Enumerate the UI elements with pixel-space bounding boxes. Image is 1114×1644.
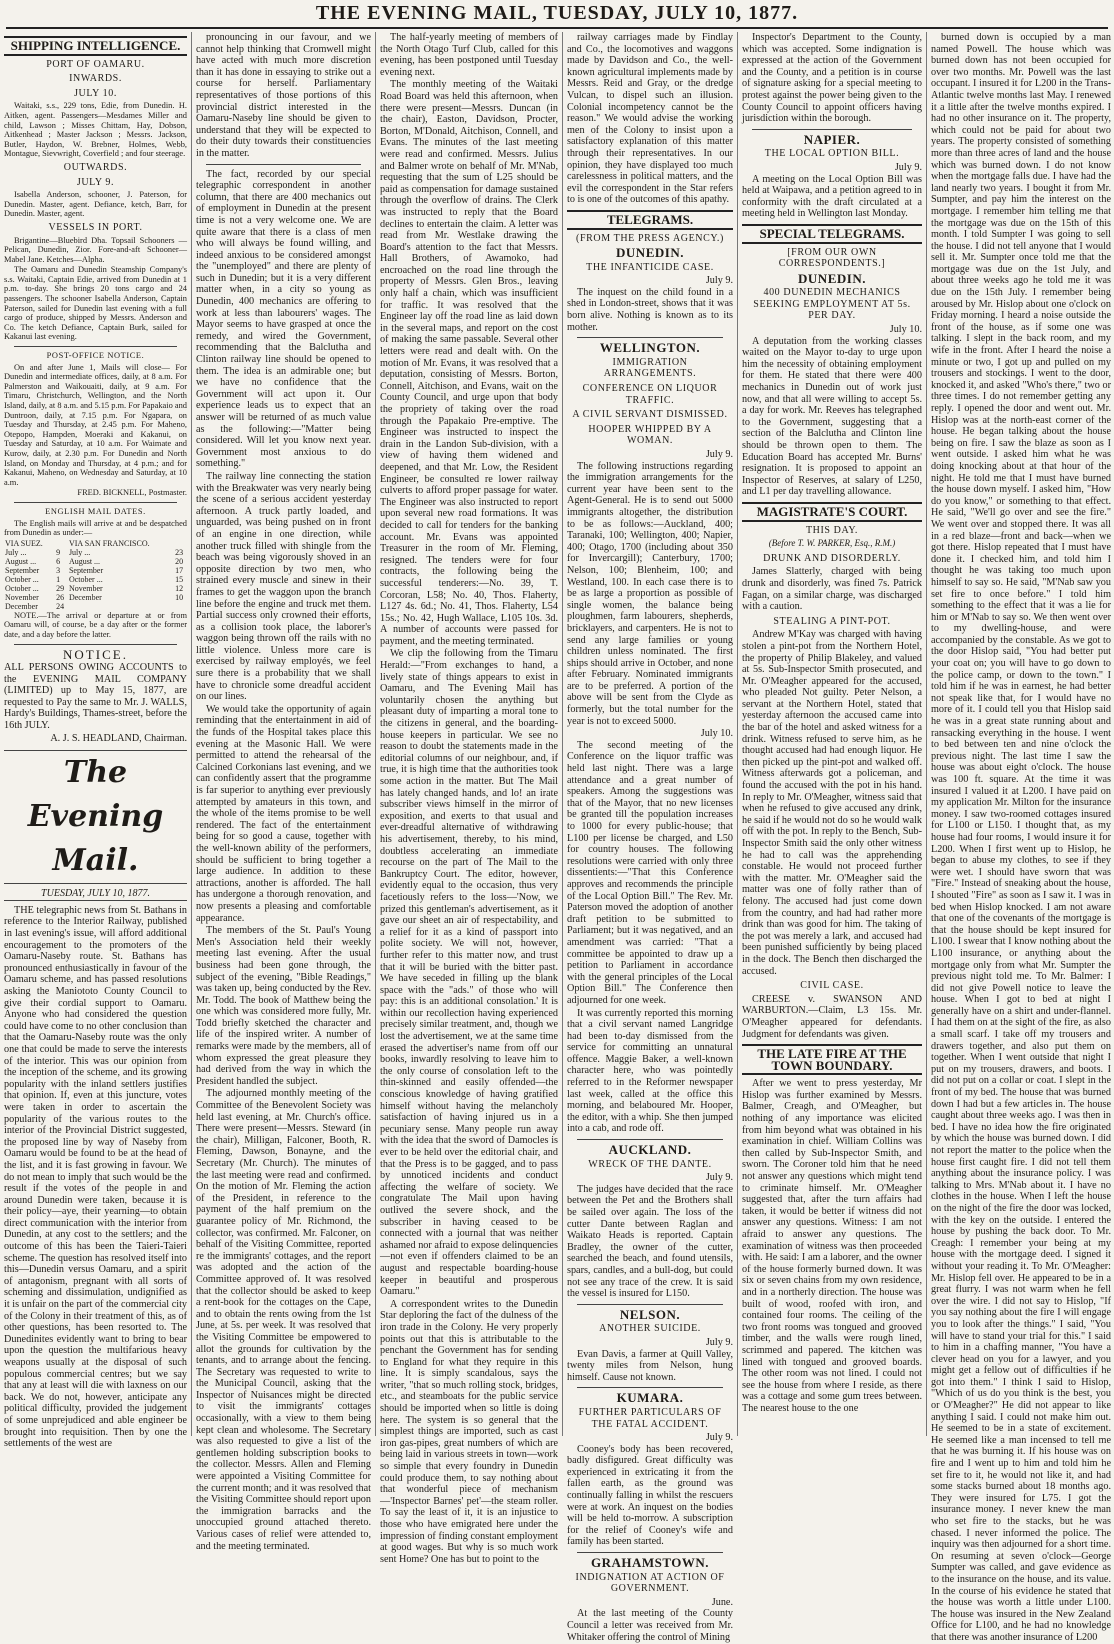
table-row bbox=[4, 584, 187, 593]
subheading: CIVIL CASE. bbox=[800, 980, 864, 992]
article-paragraph: Cooney's body has been recovered, badly disfigured. Great difficulty was experienced in extricating it from the fallen earth, as the ground was continually falling in whilst the rescuers were at work. An inquest on the bodies will be held to-morrow. A subscription for the relief of Cooney's wife and family has been started. bbox=[567, 1443, 733, 1548]
auckland-heading: AUCKLAND. bbox=[608, 1142, 692, 1158]
subheading: THE LOCAL OPTION BILL. bbox=[764, 148, 900, 160]
magistrates-court-heading: MAGISTRATE'S COURT. bbox=[742, 502, 922, 522]
dateline: June. bbox=[711, 1596, 733, 1608]
dateline: July 9. bbox=[705, 1432, 733, 1444]
article-paragraph: Inspector's Department to the County, which was accepted. Some indignation is expressed at the action of the Government and the County, and a petition is in course of signature asking for a special meeting to protest against the power being given to the County Council to appoint officers having jurisdiction within the borough. bbox=[742, 32, 922, 125]
article-paragraph: CREESE v. SWANSON AND WARBURTON.—Claim, L3 15s. Mr. O'Meagher appeared for defendants. Judgment for defendants was given. bbox=[742, 993, 922, 1040]
special-telegrams-heading: SPECIAL TELEGRAMS. bbox=[742, 224, 922, 244]
article-paragraph: The members of the St. Paul's Young Men's Association held their weekly meeting last evening. After the usual business had been gone through, the subject of the evening, "Bible Readings," was taken up, being conducted by the Rev. Mr. Todd. The book of Matthew being the one which was considered more fully, Mr. Todd briefly sketched the character and life of the inspired writer. A number of remarks were made by the members, all of whom expressed the great pleasure they had derived from the way in which the President handled the subject. bbox=[196, 925, 371, 1087]
article-paragraph: We would take the opportunity of again reminding that the entertainment in aid of the funds of the Hospital takes place this evening at the Masonic Hall. We were permitted to attend the rehearsal of the Calcined Corkonians last evening, and we can confidently assert that the programme is far superior to anything ever previously attempted by amateurs in this town, and the whole of the items promise to be well rendered. The fact of the entertainment being for so good a cause, together with the well-known ability of the performers, should be sufficient to bring together a large audience. In addition to these attractions, another is afforded. The hall has undergone a thorough renovation, and now presents a pleasing and comfortable appearance. bbox=[196, 703, 371, 924]
vessels-heading: VESSELS IN PORT. bbox=[48, 221, 143, 233]
column-rule bbox=[737, 32, 738, 1436]
divider bbox=[14, 502, 177, 503]
article-paragraph: The railway line connecting the station with the Breakwater was very nearly being the scene of a serious accident yesterday afternoon. A truck partly loaded, and unguarded, was being pushed on in front of an engine in one direction, while another truck filled with shingle from the beach was being vigorously shoved in an opposite direction by two men, who strained every muscle and sinew in their frames to get the waggon upon the branch line before the engine and truck met them. Partial success only crowned their efforts, as a collision took place, the laborer's waggon being thrown off the rails with no little violence. Unless more care is exercised by railway employés, we feel sure there is a probability that we shall have to chronicle some dreadful accident on our lines. bbox=[196, 470, 371, 703]
table-cell: November bbox=[68, 583, 103, 593]
mail-dates-header bbox=[4, 539, 187, 548]
column-rule bbox=[562, 32, 563, 1436]
subheading: CONFERENCE ON LIQUOR TRAFFIC. bbox=[582, 383, 718, 406]
outwards-date: JULY 9. bbox=[76, 176, 115, 188]
table-row bbox=[4, 566, 187, 575]
table-cell: 3 bbox=[56, 565, 61, 575]
table-cell: August ... bbox=[5, 556, 37, 566]
article-paragraph: A correspondent writes to the Dunedin Star deploring the fact of the dulness of the iron trade in the Colony. He very properly points out that this is attributable to the penchant the Government has for sending to England for what they require in this line. It is simply scandalous, says the writer, "that so much rolling stock, bridges, etc., and steamboats for the public service should be imported when so little is doing here. The system is so general that the simplest things are imported, such as cast iron gas-pipes, great numbers of which are being laid in various streets in town—work so simple that every foundry in Dunedin could produce them, to say nothing about that wonderful piece of mechanism—'Inspector Barnes' pet'—the steam roller. To say the least of it, it is an injustice to those who have emigrated here under the impression of finding constant employment at good wages. But why is so much work sent Home? One has but to point to the bbox=[380, 1298, 558, 1565]
table-cell: October ... bbox=[5, 583, 39, 593]
table-header-cell bbox=[174, 539, 187, 548]
subheading: FURTHER PARTICULARS OF THE FATAL ACCIDENT. bbox=[578, 1406, 722, 1430]
masthead-rule bbox=[6, 27, 1108, 29]
dateline: July 10. bbox=[700, 728, 733, 740]
masthead: THE EVENING MAIL, TUESDAY, JULY 10, 1877. bbox=[315, 2, 799, 24]
subheading: IMMIGRATION ARRANGEMENTS. bbox=[603, 356, 697, 380]
inwards-date: JULY 10. bbox=[74, 87, 117, 99]
table-row bbox=[4, 602, 187, 611]
table-cell: August ... bbox=[68, 556, 101, 566]
column-3 bbox=[380, 32, 558, 1565]
notice-heading: NOTICE. bbox=[63, 646, 128, 662]
column-2 bbox=[196, 32, 371, 1552]
dateline: July 9. bbox=[705, 275, 733, 287]
article-paragraph: burned down is occupied by a man named Powell. The house which was burned down has not been occupied for over two months. Mr. Powell was the last occupant. I insured it for L200 in the Trans-Atlantic twelve months last May. I renewed it a little after the twelve months expired. I had no other insurance on it. The property, which could not be paid for about two years. The property consisted of something more than three acres of land and the house which was burned down. I do not know when the mortgage falls due. I have had the land nearly two years. I bought it from Mr. Sumpter, and pay him the interest on the mortgage. I remember him telling me that the mortgage was due on the 15th of this month. I told Sumpter I was going to sell the house. I did not tell anyone that I would sell it. Mr. Sumpter once told me that the mortgage was due on the 1st July, and about three weeks ago he told me it was due on the 15th July. I remember being aroused by Mr. Hislop about one o'clock on Friday morning. I heard a noise outside the front of the house, as if some one was talking. I slept in the back room, and my wife in the front. After I heard the noise a minute or two, I got up and pulled on my trousers and stockings. I went to the door, knocked it, and asked "Who's there," two or three times. I do not remember getting any reply. I opened the door and went out. Mr. Hislop was at the north-east corner of the house. He began talking about the house being on fire. I saw the blaze as soon as I went outside. I asked him what he was doing knocking about at that hour of the night. He told me that I must have burned the house down myself. I asked him, "How do you know," or something to that effect. He said, "We'll go over and see the fire." We went over and stopped there. It was all in a red blaze—front and back—when we got there. Hislop repeated that I must have done it. I checked him, and told him I thought he was taking too much upon himself to say so. He said, "M'Nab saw you set fire to once before." I told him something to the effect that it was a lie for him or M'Nab to say so. We then went over to my dwelling-house, and were accompanied by the constable. As we got to the door Hislop said, "You had better put your coat on; you will have to go down to the police camp, or down to the town." I told him if he was in earnest, he had better not speak like that, for I would have no more of it. I could tell you that Hislop said he was in a great state running about and ransacking everything in the house. I went to bed between ten and nine o'clock the previous night. The last time I saw the house was about eight o'clock. The house was 100 ft. square. At the time it was insured I valued it at L200. I have paid on my application Mr. Milton for the insurance money. I saw two-roomed cottages insured for L100 or L150. I thought that, as my house had four rooms, I would insure it for L200. When I first went up to Hislop, he began to abuse my clothes, to see if they were wet. I should have sworn that was "Fire." Instead of sneaking about the house, I shouted "Fire" as soon as I saw it. I was in bed when Hislop knocked. I am not aware that one of the covenants of the mortgage is that the house should be kept insured for L100. I swear that I know nothing about the L100 insurance, or anything about the mortgage only from what Mr. Sumpter the previous night told me. To Mr. Balmer: I did not give Powell notice to leave the house. When I got to bed at night I generally have on a shirt and under-flannel. I had them on at the sight of the fire, as also a small scarf. I take off my trousers and drawers together, and also put them on together. When I went outside that night I put on my trousers, drawers, and boots. I did not put on a collar or coat. I slept in the front of my bed. The house that was burned down I had but a few articles in. The house caught about three weeks ago. I was then in bed. I have no idea how the fire originated by which the house was burned down. I did not report the matter to the police when the house first caught fire. I did not tell them anything about the insurance policy. I was talking to Mrs. M'Nab about it. I have no clothes in the house. When I left the house on the night of the fire the door was locked, with the key on the outside. I entered the house by pushing the back door. To Mr. Creagh: I remember your being at my house with the mortgage deed. I signed it without your reading it. To Mr. O'Meagher: Mr. Hislop fell over. He appeared to be in a great flurry. I was not warm when he fell over the wire. I did not say to Hislop, "If you say nothing about the fire I will engage you to look after the things." I said, "You will have to stand your trial for this." I said to him in a chaffing manner, "You have a clever head on you for a lawyer, and you might get a fellow out of difficulties if he got into them." I think I said to Hislop, "Which of us do you think is the best, you or O'Meagher?" He did not appear to like anything I said. I could not make him out. He seemed to be in a state of excitement. He seemed like a man incensed to tell me that he was burning it. If his house was on fire and I went up to him and told him he set fire to it, he would not like it, and had some stacks burned about 18 months ago. They were insured for L75. I got the insurance money. I never knew the man who set fire to the stacks, but he was chased. I never informed the police. The inquiry was then adjourned for a short time. On resuming at seven o'clock—George Sumpter was called, and gave evidence as to the insurance on the house, and its value. In the course of his evidence he stated that the house was worth a little under L100. The house was insured in the New Zealand Office for L100, and he had no knowledge that there was another insurance of L200 bbox=[931, 32, 1111, 1643]
column-5 bbox=[742, 32, 922, 1436]
table-row bbox=[4, 548, 187, 557]
subheading: ANOTHER SUICIDE. bbox=[599, 1323, 701, 1335]
table-cell: 10 bbox=[175, 592, 184, 602]
article-paragraph: After we went to press yesterday, Mr Hislop was further examined by Messrs. Balmer, Creagh, and O'Meagher, but nothing of any importance was elicited from him beyond what was obtained in his examination in chief. William Collins was then called by Sub-Inspector Smith, and sworn. The Coroner told him that he need not answer any questions which might tend to criminate himself. Mr. O'Meagher suggested that, after the turn affairs had taken, it would be better if witness did not answer any questions. Witness: I am not afraid to answer any questions. The examination of witness was then proceeded with. He said: I am a laborer, and the owner of the house formerly burned down. It was six or seven chains from my own residence, and in a northerly direction. The house was built of wood, roofed with iron, and contained four rooms. The ceiling of the two front rooms was tongued and grooved timber, and the walls were rough lined, scrimmed and papered. The kitchen was lined with tongued and grooved boards. The other room was not lined. I could not see the house from where I reside, as there was a cottage and some gum trees between. The nearest house to the one bbox=[742, 1078, 922, 1414]
dateline: July 10. bbox=[889, 324, 922, 336]
column-rule bbox=[926, 32, 927, 1436]
table-header-cell: VIA SUEZ. bbox=[5, 538, 43, 548]
dateline: TUESDAY, JULY 10, 1877. bbox=[4, 888, 187, 901]
table-cell: 15 bbox=[175, 574, 184, 584]
table-cell: July ... bbox=[5, 547, 27, 557]
column-rule bbox=[375, 32, 376, 1436]
table-cell: 23 bbox=[175, 547, 184, 557]
byline: (Before T. W. PARKER, Esq., R.M.) bbox=[768, 538, 896, 549]
subheading: 400 DUNEDIN MECHANICS SEEKING EMPLOYMENT AT 5s. PER DAY. bbox=[753, 287, 911, 322]
table-cell: September bbox=[5, 565, 40, 575]
infanticide-heading: THE INFANTICIDE CASE. bbox=[586, 261, 714, 273]
nelson-heading: NELSON. bbox=[619, 1306, 681, 1322]
divider bbox=[577, 1139, 723, 1140]
table-cell: 29 bbox=[56, 583, 65, 593]
outwards-text: Isabella Anderson, schooner, J. Paterson, for Dunedin. Master, agent. Defiance, ketch, Barr, for Dunedin. Master, agent. bbox=[4, 190, 187, 219]
article-paragraph: The half-yearly meeting of members of the North Otago Turf Club, called for this evening, has been postponed until Tuesday evening next. bbox=[380, 32, 558, 78]
article-paragraph: We clip the following from the Timaru Herald:—"From exchanges to hand, a lively state of things appears to exist in Oamaru, and The Evening Mail has voluntarily chosen the anything but pleasant duty of imparting a moral tone to the citizens in general, and the boarding-house keepers in particular. We see no reason to doubt the statements made in the editorial columns of our neighbour, and, if true, it is high time that the authorities took some action in the matter. But The Mail has lately changed hands, and lo! an irate subscriber views himself in the mirror of exposition, and exerts to that usual and ever-dreadful alternative of withdrawing his advertisement, thereby, to his mind, doubtless accelerating an immediate recourse on the part of The Mail to the Bankruptcy Court. The editor, however, evidently equal to the occasion, thus very facetiously refers to the loss—'Now, we prized this gentleman's advertisement, as it gave our sheet an air of respectability, and a relief for it as a kind of passport into polite society. We will not, however, further refer to this matter now, and trust that it will be buried with the bitter past. We have seceded in filling up the blank space with the "ads." of those who will pay: this is an additional consolation.' It is within our recollection having experienced precisely similar treatment, and, though we lost the advertisement, we at the same time erased the advertiser's name from off our books, inwardly resolving to leave him to the only course of consolation left to the thin-skinned and easily offended—the conscious knowledge of having gratified himself without having the melancholy satisfaction of having injured us in a pecuniary sense. Many people run away with the idea that the sword of Damocles is ever to be held over the editorial chair, and that the Press is to be gagged, and to pass by unnoticed incidents and conduct affecting the welfare of society. We congratulate The Mail upon having outlived the severe shock, and the subscriber in having ceased to be connected with a journal that was neither ashamed nor afraid to expose delinquencies—not even if offenders claimed to be an august and respectable boarding-house keeper in beautiful and prosperous Oamaru." bbox=[380, 648, 558, 1298]
vessels-text: Brigantine—Bluebird Dha. Topsail Schooners — Pelican, Dunedin, Zior. Fore-and-aft Schooner—Mabel Jane. Ketches—Alpha. bbox=[4, 235, 187, 264]
napier-heading: NAPIER. bbox=[803, 131, 861, 147]
article-paragraph: Evan Davis, a farmer at Quill Valley, twenty miles from Nelson, hung himself. Cause not known. bbox=[567, 1348, 733, 1383]
table-cell: 17 bbox=[175, 565, 184, 575]
article-paragraph: pronouncing in our favour, and we cannot help thinking that Cromwell might have acted with much more discretion than it has done in essaying to strike out a course for herself. Parliamentary representatives of those portions of this provincial district interested in the Oamaru-Naseby line should be given to understand that they will be expected to do their duty towards their constituencies in the matter. bbox=[196, 32, 371, 159]
english-mails-intro: The English mails will arrive at and be despatched from Dunedin as under:— bbox=[4, 518, 187, 538]
own-correspondents-note: [FROM OUR OWN CORRESPONDENTS.] bbox=[778, 246, 886, 270]
table-cell: December bbox=[68, 592, 102, 602]
article-paragraph: Andrew M'Kay was charged with having stolen a pint-pot from the Northern Hotel, the property of Philip Blakeley, and valued at 5s. Sub-Inspector Smith prosecuted, and Mr. O'Meagher appeared for the accused, who pleaded Not guilty. Peter Nelson, a servant at the Northern Hotel, stated that yesterday afternoon the accused came into the bar of the hotel and asked witness for a drink. Witness refused to serve him, as he thought accused had had enough liquor. He then picked up the pint-pot and walked off. Witness afterwards got a policeman, and found the accused with the pot in his hand. In reply to Mr. O'Meagher, witness said that when he refused to give accused any drink, he said if he would not do so he would walk off with the pot. In reply to the Bench, Sub-Inspector Smith said the only other witness he had to call was the apprehending constable. He would not proceed further with the matter. Mr. O'Meagher said the matter was one of folly rather than of felony. The accused had just come down from the country, and had had rather more drink than was good for him. The taking of the pot was merely a lark, and accused had been punished sufficiently by being placed in the dock. The Bench then discharged the accused. bbox=[742, 629, 922, 977]
english-mails-heading: ENGLISH MAIL DATES. bbox=[45, 506, 146, 516]
company-text: The Oamaru and Dunedin Steamship Company's s.s. Waitaki, Captain Edie, arrived from Dunedin at 1 p.m. to-day. She brings 20 tons cargo and 24 passengers. The schooner Isabella Anderson, Captain Paterson, sailed for Dunedin last evening with a full cargo of produce, shipped by Messrs. Anderson and Co. The ketch Defiance, Captain Burk, sailed for Kakanui last evening. bbox=[4, 265, 187, 342]
table-cell: 9 bbox=[56, 547, 61, 557]
dateline: July 9. bbox=[705, 1336, 733, 1348]
table-cell: November bbox=[5, 592, 39, 602]
divider bbox=[577, 337, 723, 338]
leader-article: THE telegraphic news from St. Bathans in reference to the Interior Railway, published in last evening's issue, will afford additional encouragement to the promoters of the Oamaru-Naseby route. St. Bathans has pronounced enthusiastically in favour of the Oamaru scheme, and has passed resolutions asking the Maniototo County Council to give their cordial support to Oamaru. Anyone who had considered the question could have come to no other conclusion than that the Oamaru-Naseby route was the only one that could be made to serve the interests of the interior. This was our opinion from the inception of the scheme, and its growing popularity with the inland settlers justifies that opinion. If, even at this juncture, votes were taken in order to ascertain the popularity of the various routes to the interior of the Provincial District suggested, the proposed line by way of Naseby from Oamaru would be found to be at the head of the list, and it is fast growing in favour. We do not mean to imply that such would be the result if the votes of the people in and around Dunedin were taken, because it is their policy—aye, their yearning—to obtain direct communication with the interior from Dunedin, at any cost to the settlers; and the outcome of this has been the Taieri-Taieri scheme. The question has resolved itself into this—Dunedin versus Oamaru, and a spirit of antagonism, pregnant with all sorts of scheming and dissimulation, undignified as it is unfair on the part of the commercial city of the Colony in their treatment of this, as of other questions, has been resorted to. The Dunedinites evidently want to bring to bear upon the question the multifarious heavy weapons usually at the disposal of such populous commercial centres; but we say that any at least will die with laxness on our back. We do not, however, anticipate any political difficulty, provided the judgement of some unprejudiced and able engineer be brought into requisition. Then by one the settlements of the west are bbox=[4, 904, 187, 1450]
article-paragraph: The monthly meeting of the Waitaki Road Board was held this afternoon, when there were present—Messrs. Duncan (in the chair), Easton, Davidson, Procter, Borton, M'Donald, Aitchison, Connell, and Evans. The minutes of the last meeting were read and confirmed. Messrs. Julius and Balmer wrote on behalf of Mr. M'Nab, requesting that the sum of L25 should be paid as compensation for damage sustained through the overflow of drains. The Clerk was instructed to reply that the Board declines to entertain the claim. A letter was read from Mr. Westlake drawing the Board's attention to the fact that Messrs. Hall Brothers, of Awamoko, had encroached on the road line through the property of Messrs. Glen Bros., leaving only half a chain, which was insufficient for traffic. It was resolved that the Engineer lay off the road line as laid down in the several maps, and report on the cost of making the same passable. Several other letters were read and dealt with. On the motion of Mr. Evans, it was resolved that a deputation, consisting of Messrs. Borton, Connell, Aitchison, and Evans, wait on the County Council, and urge upon that body the propriety of taking over the road through the Papakaio Pre-emptive. The Engineer was instructed to inspect the drain in the Landon Sub-division, with a view of having them widened and deepened, and that Mr. Low, the Resident Engineer, be consulted re lower railway culverts to afford proper passage for water. The Engineer was also instructed to report upon several new road formations. It was decided to call for tenders for the banking account. Mr. Evans was appointed Treasurer in the room of Mr. Fleming, resigned. The tenders were for four contracts, the following being the successful tenderers:—No. 39, T. Corcoran, L58; No. 40, Thos. Flaherty, L127 4s. 6d.; No. 41, Thos. Flaherty, L54 15s.; No. 42, Hugh Wallace, L105 10s. 3d. A number of accounts were passed for payment, and the meeting terminated. bbox=[380, 79, 558, 647]
shipping-heading: SHIPPING INTELLIGENCE. bbox=[4, 36, 187, 56]
table-row bbox=[4, 557, 187, 566]
table-cell: July ... bbox=[68, 547, 91, 557]
kumara-heading: KUMARA. bbox=[616, 1390, 684, 1406]
table-cell: 24 bbox=[56, 601, 65, 611]
table-cell: 12 bbox=[175, 583, 184, 593]
table-row bbox=[4, 593, 187, 602]
grahamstown-heading: GRAHAMSTOWN. bbox=[590, 1555, 710, 1571]
nameplate: The Evening Mail. bbox=[4, 750, 187, 884]
inwards-text: Waitaki, s.s., 229 tons, Edie, from Dunedin. H. Aitken, agent. Passengers—Mesdames Miller and child, Lawson ; Misses Chittam, Hay, Dobson, Aitkenhead ; Master Jackson ; Messrs. Jackson, Butler, Haydon, W. Brebner, Holmes, Webb, Montague, Sievwright, Coverfield ; and four steerage. bbox=[4, 101, 187, 159]
divider bbox=[14, 644, 177, 645]
column-6 bbox=[931, 32, 1111, 1643]
column-4 bbox=[567, 32, 733, 1643]
postmaster-signature: FRED. BICKNELL, Postmaster. bbox=[77, 488, 187, 498]
divider bbox=[206, 164, 361, 165]
outwards-heading: OUTWARDS. bbox=[63, 161, 128, 173]
divider bbox=[577, 1304, 723, 1305]
mails-note: NOTE.—The arrival or departure at or from Oamaru will, of course, be a day after or the former date, and a day before the latter. bbox=[4, 610, 187, 639]
article-paragraph: At the last meeting of the County Council a letter was received from Mr. Whitaker offering the control of Mining bbox=[567, 1608, 733, 1643]
table-cell: 26 bbox=[56, 592, 65, 602]
table-cell bbox=[174, 602, 187, 611]
article-paragraph: The following instructions regarding the immigration arrangements for the current year have been sent to the Agent-General. He is to send out 5000 immigrants altogether, the distribution to be as follows:—Auckland, 400; Taranaki, 100; Wellington, 400; Napier, 400; Otago, 1700 (including about 350 for Invercargill); Canterbury, 1700; Nelson, 100; Blenheim, 100; and Westland, 100. In each case there is to be as large a proportion as possible of single women, the balance being ploughmen, farm labourers, shepherds, bricklayers, and carpenters. He is not to send any large families or young children unless nominated. The first ships should arrive in October, and none after February. Nominated immigrants are to be preferred. A portion of the above will be sent from the Clyde as formerly, but the total number for the year is not to exceed 5000. bbox=[567, 460, 733, 727]
article-paragraph: It was currently reported this morning that a civil servant named Langridge had been to-day dismissed from the service for committing an unnatural offence. Maggie Baker, a well-known character here, who was pointedly referred to in the Reformer newspaper last week, called at the office this morning, and belaboured Mr. Hooper, the editor, with a whip. She then jumped into a cab, and rode off. bbox=[567, 1007, 733, 1135]
dateline: July 9. bbox=[705, 449, 733, 460]
divider bbox=[14, 346, 177, 347]
article-paragraph: A deputation from the working classes waited on the Mayor to-day to urge upon him the necessity of obtaining employment for them. He stated that there were 400 mechanics in Dunedin out of work just now, and that all were willing to accept 5s. a day for work. Mr. Reeves has telegraphed to the Government, suggesting that a section of the Balclutha and Clinton line should be thrown open to them. The Education Board has accepted Mr. Burns' resignation. It is proposed to appoint an Inspector of Reserves, at salary of L250, and L1 per day travelling allowance. bbox=[742, 335, 922, 498]
table-cell: October ... bbox=[68, 574, 103, 584]
post-office-text: On and after June 1, Mails will close— For Dunedin and intermediate offices, daily, at 8 a.m. For Palmerston and Waikouaiti, daily, at 9 a.m. For Timaru, Christchurch, Wellington, and the North Island, daily, at 8 a.m. and 5.15 p.m. For Papakaio and Duntroon, daily, at 7.15 p.m. For Ngapara, on Tuesday and Thursday, at 2.45 p.m. For Maheno, Otepopo, Hampden, Moeraki and Kakanui, on Tuesday and Saturday, at 10 a.m. For Waimate and Kurow, daily, at 2.30 p.m. For Dunedin and North Island, on Monday and Thursday, at 4 p.m.; and for Kakanui, Maheno, on Wednesday and Saturday, at 10 a.m. bbox=[4, 362, 187, 487]
late-fire-heading: THE LATE FIRE AT THE TOWN BOUNDARY. bbox=[742, 1044, 922, 1075]
table-cell bbox=[68, 602, 174, 611]
article-paragraph: James Slatterly, charged with being drunk and disorderly, was fined 7s. Patrick Fagan, on a similar charge, was discharged with a caution. bbox=[742, 566, 922, 613]
press-agency-note: (FROM THE PRESS AGENCY.) bbox=[576, 232, 724, 244]
dunedin-heading: DUNEDIN. bbox=[616, 245, 684, 261]
column-rule bbox=[191, 32, 192, 1436]
dunedin-heading: DUNEDIN. bbox=[798, 270, 866, 286]
subheading: A CIVIL SERVANT DISMISSED. bbox=[572, 409, 728, 421]
article-paragraph: railway carriages made by Findlay and Co., the locomotives and waggons made by Davidson and Co., the well-known agricultural implements made by Messrs. Reid and Gray, or the dredge Vulcan, to dispel such an illusion. Colonial incompetency cannot be the reason." We would advise the working men of the Colony to insist upon a satisfactory explanation of this matter through their representatives. In our opinion, they have displayed too much carelessness in political matters, and the evil the correspondent in the Star refers to is one of the outcomes of this apathy. bbox=[567, 32, 733, 206]
table-cell: September bbox=[68, 565, 104, 575]
table-header-cell bbox=[55, 539, 68, 548]
article-paragraph: The judges have decided that the race between the Pet and the Brothers shall be sailed over again. The loss of the cutter Dante between Raglan and Waikato Heads is reported. Captain Bradley, the owner of the cutter, searched the beach, and found utensils, spars, candles, and a bull-dog, but could not see any trace of the crew. It is said the vessel is insured for L150. bbox=[567, 1183, 733, 1300]
divider bbox=[577, 1552, 723, 1553]
table-cell: 6 bbox=[56, 556, 61, 566]
subheading: WRECK OF THE DANTE. bbox=[588, 1158, 712, 1170]
article-paragraph: The fact, recorded by our special telegraphic correspondent in another column, that there are 400 mechanics out of employment in Dunedin at the present time is not a very welcome one. We are quite aware that there is a class of men who will always be found willing, and indeed anxious to be considered amongst the "unemployed" and there are plenty of such in Dunedin; but it is a very different matter when, in a city so young as Dunedin, 400 mechanics are offering to work at less than labourers' wages. The Mayor seems to have grasped at once the remedy, and wired the Government, recommending that the Balclutha and Clinton railway line should be opened to them. The idea is an admirable one; but we have no confidence that the Government will act upon it. Our experience leads us to expect that an answer will be returned of as much value as the following:—"Matter being considered. Will let you know next year. Government most anxious to do something." bbox=[196, 168, 371, 470]
table-cell: 20 bbox=[175, 556, 184, 566]
article-paragraph: The inquest on the child found in a shed in London-street, shows that it was born alive. Nothing is known as to its mother. bbox=[567, 286, 733, 333]
notice-signature: A. J. S. HEADLAND, Chairman. bbox=[50, 732, 187, 744]
inwards-heading: INWARDS. bbox=[69, 73, 122, 85]
divider bbox=[752, 129, 912, 130]
notice-text: ALL PERSONS OWING ACCOUNTS to the EVENING MAIL COMPANY (LIMITED) up to May 15, 1877, are requested to Pay the same to Mr. J. WALLS, Hardy's Buildings, Thames-street, before the 16th JULY. bbox=[4, 662, 187, 732]
subheading: THIS DAY. bbox=[805, 524, 859, 536]
dateline: July 9. bbox=[894, 161, 922, 173]
dateline: July 9. bbox=[705, 1172, 733, 1184]
port-heading: PORT OF OAMARU. bbox=[46, 58, 145, 70]
table-cell: October ... bbox=[5, 574, 39, 584]
subheading: DRUNK AND DISORDERLY. bbox=[763, 552, 901, 564]
table-cell: 1 bbox=[56, 574, 61, 584]
post-office-heading: POST-OFFICE NOTICE. bbox=[46, 351, 145, 361]
mail-dates-table bbox=[4, 539, 187, 611]
divider bbox=[577, 1387, 723, 1388]
article-paragraph: The adjourned monthly meeting of the Committee of the Benevolent Society was held last evening, at Mr. Church's office. There were present—Messrs. Steward (in the chair), Milligan, Falconer, Booth, R. Fleming, Dawson, Bonayne, and the Secretary (Mr. Church). The minutes of the last meeting were read and confirmed. On the motion of Mr. Fleming the action of the President, in reference to the payment of the half premium on the guarantee policy of Mr. Richmond, the collector, was confirmed. Mr. Falconer, on behalf of the Visiting Committee, reported re the immigrants' cottages, and the report was adopted and the action of the Committee approved of. It was resolved that the collector should be asked to keep a rent-book for the cottages on the Cape, and to obtain the rents owing from the 1st June, at 5s. per week. It was resolved that the Visiting Committee be empowered to allot the grounds for cultivation by the tenants, and to arrange about the fencing. The Secretary was requested to write to the Municipal Council, asking that the Inspector of Nuisances might be directed to visit the immigrants' cottages occasionally, with a view to them being kept clean and wholesome. The Secretary was also requested to give a list of the gentlemen holding subscription books to the collector. Messrs. Allen and Fleming were appointed a Visiting Committee for the current month; and it was resolved that the Visiting Committee should report upon the immigration barracks and the unoccupied ground attached thereto. Various cases of relief were attended to, and the meeting terminated. bbox=[196, 1088, 371, 1552]
telegrams-heading: TELEGRAMS. bbox=[567, 210, 733, 230]
table-row bbox=[4, 575, 187, 584]
table-cell: December bbox=[5, 601, 38, 611]
subheading: HOOPER WHIPPED BY A WOMAN. bbox=[588, 423, 712, 447]
wellington-heading: WELLINGTON. bbox=[599, 340, 701, 356]
article-paragraph: A meeting on the Local Option Bill was held at Waipawa, and a petition agreed to in conformity with the draft circulated at a meeting held in Wellington last Monday. bbox=[742, 173, 922, 220]
article-paragraph: The second meeting of the Conference on the liquor traffic was held last night. There was a large attendance and a great number of speakers. Among the suggestions was that of the Mayor, that no new licenses be granted till the population increases to 1000 for every public-house; that L100 per license be charged, and L50 for country houses. The following resolutions were carried with only three dissentients:—"That this Conference approves and recommends the principle of the Local Option Bill." The Rev. Mr. Paterson moved the adoption of another draft petition to be submitted to Parliament; but it was negatived, and an amendment was carried: "That a committee be appointed to draw up a petition to Parliament in accordance with the general principles of the Local Option Bill." The Conference then adjourned for one week. bbox=[567, 739, 733, 1006]
subheading: STEALING A PINT-POT. bbox=[773, 615, 891, 627]
subheading: INDIGNATION AT ACTION OF GOVERNMENT. bbox=[575, 1571, 725, 1595]
table-header-cell: VIA SAN FRANCISCO. bbox=[68, 538, 150, 548]
column-1 bbox=[4, 32, 187, 1450]
